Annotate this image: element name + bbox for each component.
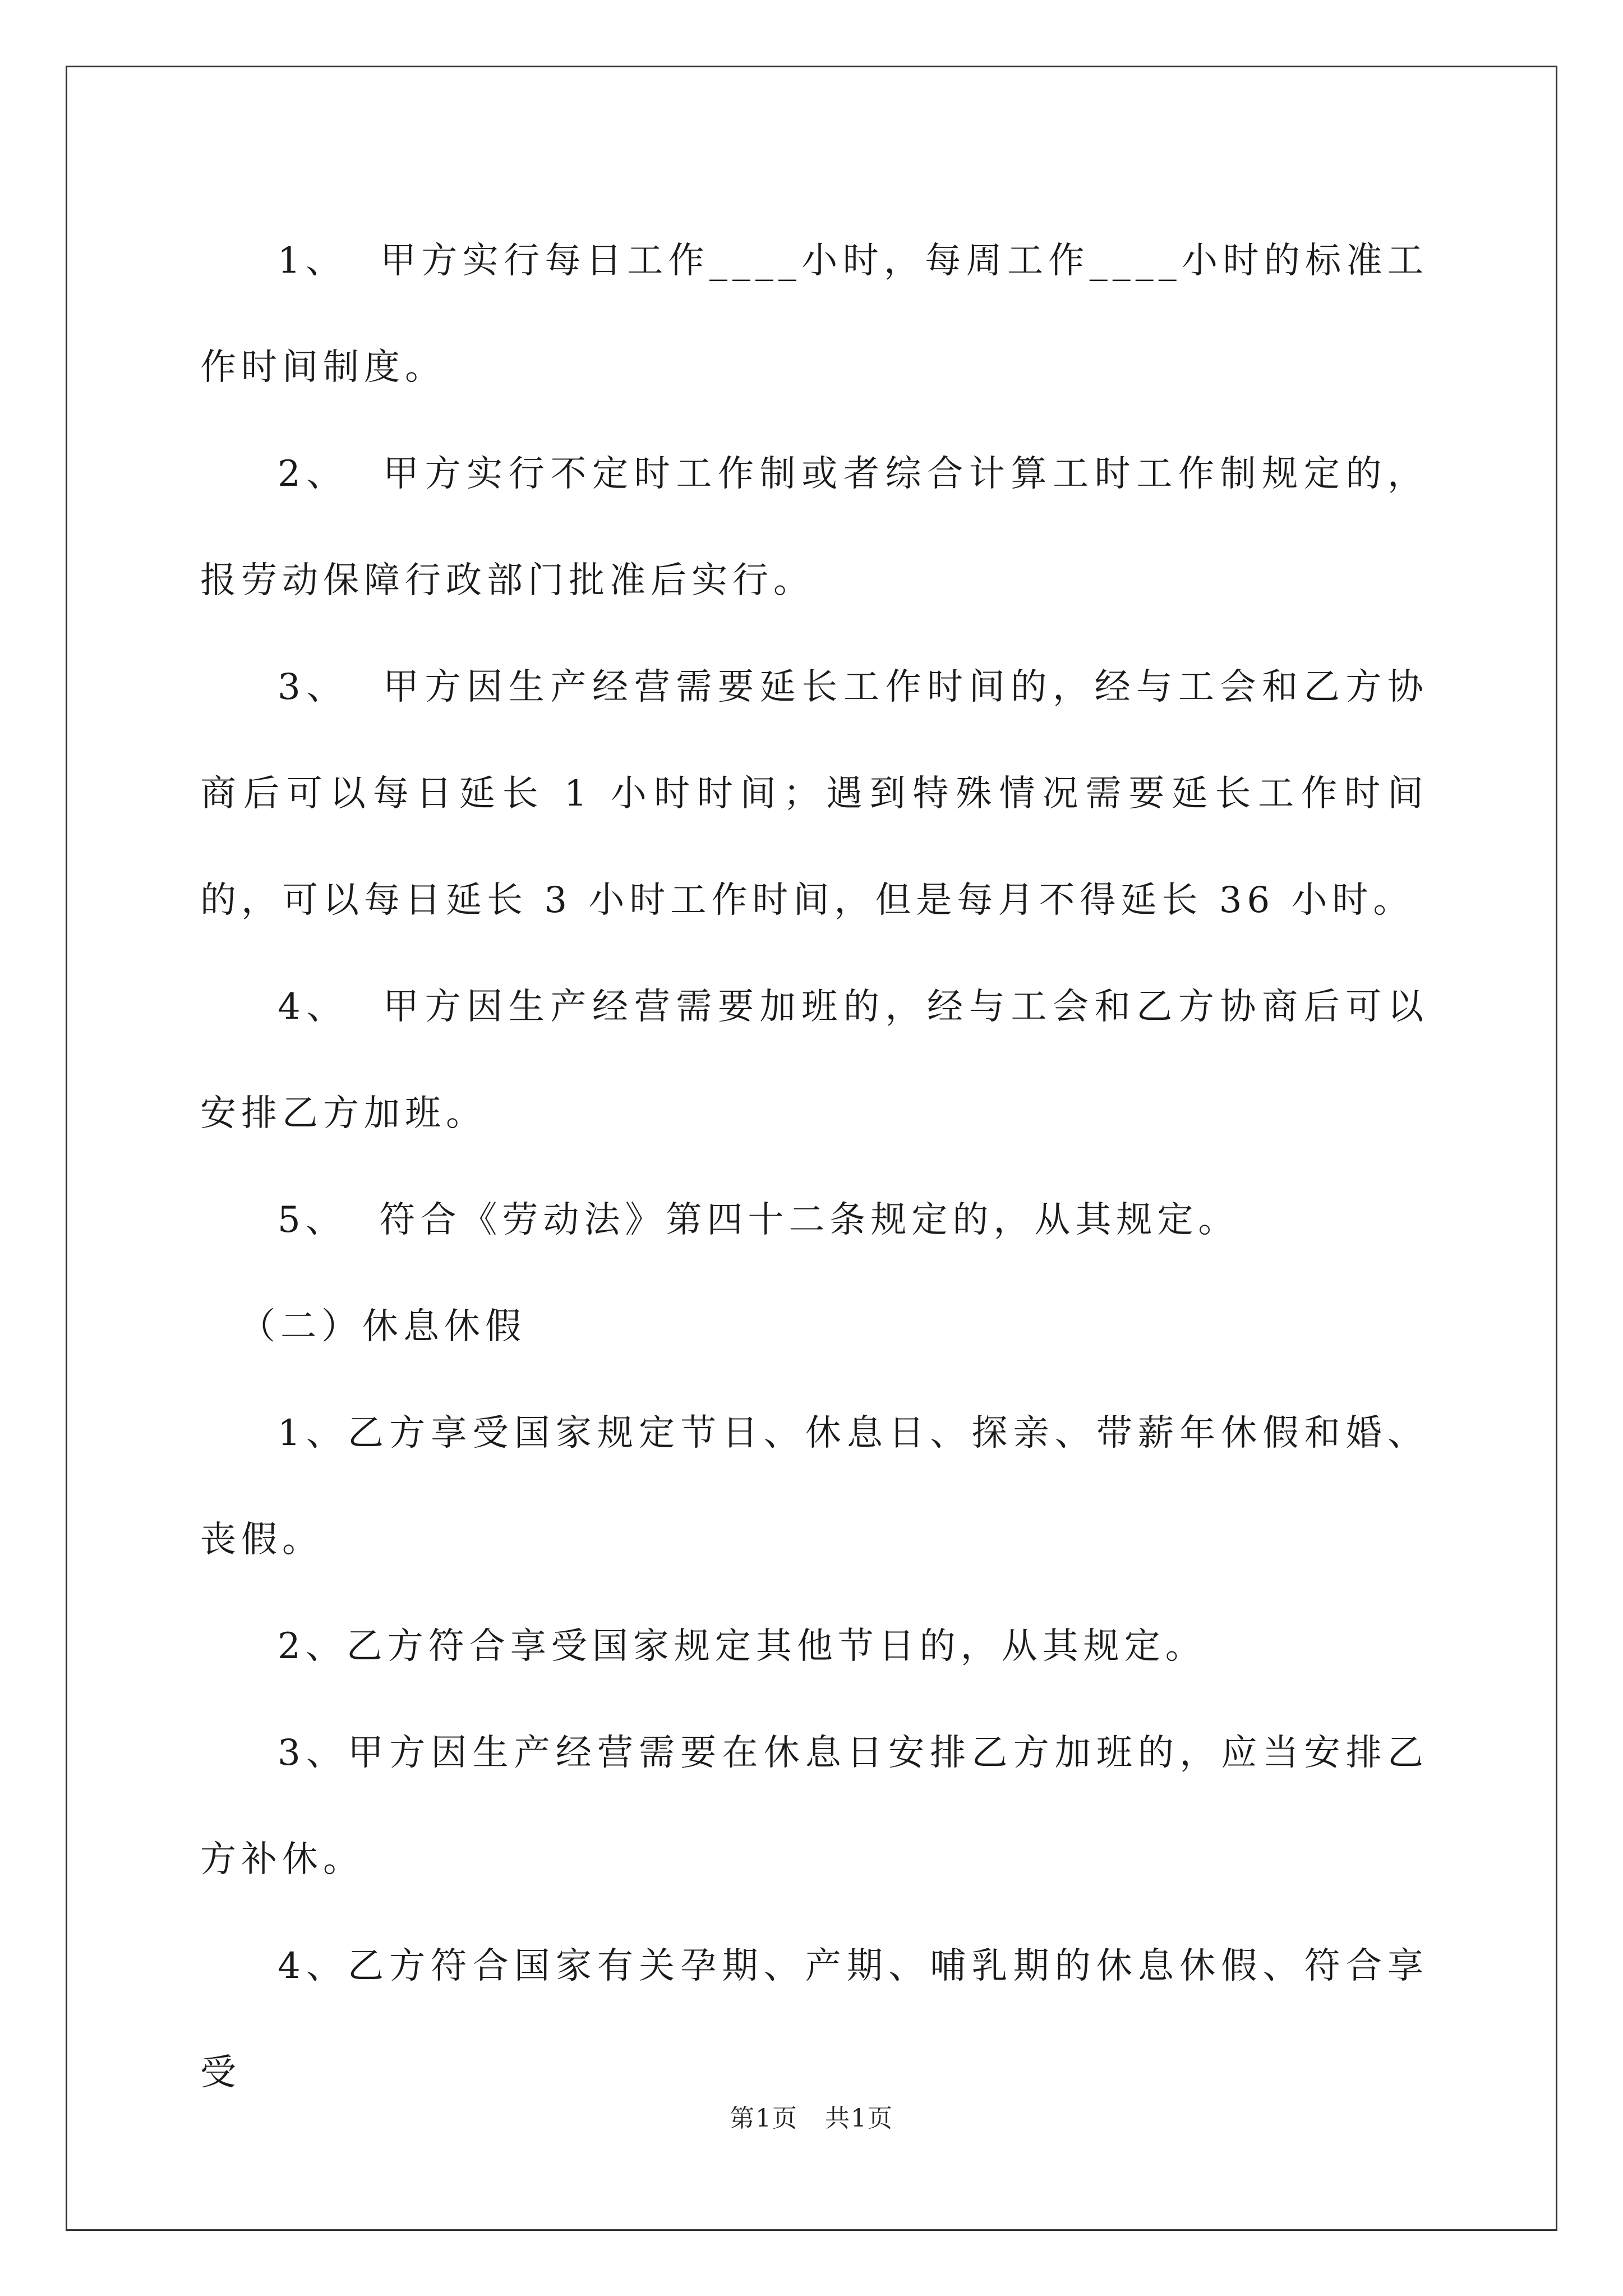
paragraph-work-hours-3: 3、 甲方因生产经营需要延长工作时间的，经与工会和乙方协商后可以每日延长 1 小时时间；遇到特殊情况需要延长工作时间的，可以每日延长 3 小时工作时间，但是每月不得延长 36 小时。 [200,666,1428,921]
paragraph-work-hours-4: 4、 甲方因生产经营需要加班的，经与工会和乙方协商后可以安排乙方加班。 [200,986,1428,1134]
document-body [200,208,1428,2126]
paragraph-rest-1: 1、乙方享受国家规定节日、休息日、探亲、带薪年休假和婚、丧假。 [200,1412,1428,1561]
paragraph-work-hours-1: 1、 甲方实行每日工作____小时，每周工作____小时的标准工作时间制度。 [200,240,1428,388]
paragraph-rest-3: 3、甲方因生产经营需要在休息日安排乙方加班的，应当安排乙方补休。 [200,1732,1428,1880]
section-heading-rest: （二）休息休假 [239,1306,526,1347]
paragraph-work-hours-5: 5、 符合《劳动法》第四十二条规定的，从其规定。 [278,1199,1239,1241]
page-footer: 第1页 共1页 [730,2104,893,2133]
paragraph-work-hours-2: 2、 甲方实行不定时工作制或者综合计算工时工作制规定的，报劳动保障行政部门批准后实行。 [200,453,1428,601]
paragraph-rest-4: 4、乙方符合国家有关孕期、产期、哺乳期的休息休假、符合享受 [200,1945,1428,2093]
paragraph-rest-2: 2、乙方符合享受国家规定其他节日的，从其规定。 [278,1626,1206,1667]
